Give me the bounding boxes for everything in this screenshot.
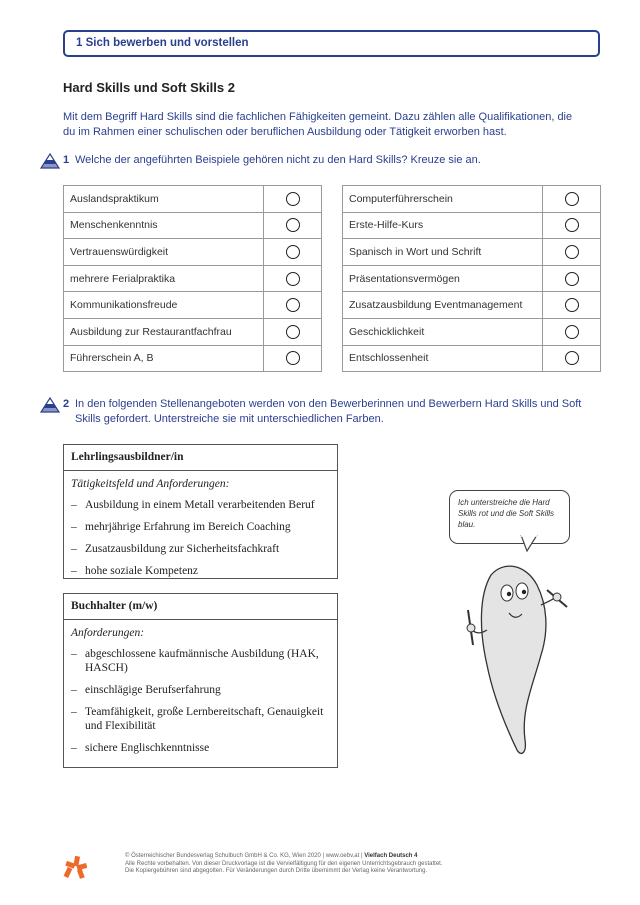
checklist-row (64, 265, 322, 292)
footer-copyright: © Österreichischer Bundesverlag Schulbuch GmbH & Co. KG, Wien 2020 | www.oebv.at | (125, 853, 363, 859)
checklist-row (64, 345, 322, 372)
checkbox-circle[interactable] (565, 192, 579, 206)
job-2-subtitle: Anforderungen: (71, 627, 145, 639)
publisher-logo-icon (63, 856, 87, 880)
job-1-subtitle: Tätigkeitsfeld und Anforderungen: (71, 478, 230, 490)
checklist-item-label: mehrere Ferialpraktika (64, 265, 264, 292)
checklist-item-label: Erste-Hilfe-Kurs (343, 212, 543, 239)
chapter-header (63, 30, 600, 57)
checklist-item-label: Geschicklichkeit (343, 318, 543, 345)
requirement-item: – Zusatzausbildung zur Sicherheitsfachkraft (71, 542, 330, 556)
checklist-row (343, 265, 601, 292)
checklist-row (64, 212, 322, 239)
requirement-item: – sichere Englischkenntnisse (71, 741, 330, 755)
checklist-item-label: Zusatzausbildung Eventmanagement (343, 292, 543, 319)
footer (125, 853, 545, 876)
checkbox-circle[interactable] (565, 298, 579, 312)
checklist-row (64, 318, 322, 345)
requirement-item: – hohe soziale Kompetenz (71, 564, 330, 578)
checklist-row (343, 345, 601, 372)
checklist-item-label: Entschlossenheit (343, 345, 543, 372)
checkbox-circle[interactable] (565, 325, 579, 339)
checkbox-circle[interactable] (286, 325, 300, 339)
checklist-item-label: Präsentationsvermögen (343, 265, 543, 292)
checklist-row (343, 212, 601, 239)
job-1-title: Lehrlingsausbildner/in (64, 445, 337, 471)
requirement-item: – Ausbildung in einem Metall verarbeitenden Beruf (71, 498, 330, 512)
ghost-illustration (449, 535, 579, 775)
intro-text: Mit dem Begriff Hard Skills sind die fachlichen Fähigkeiten gemeint. Dazu zählen alle Qualifikationen, die du im Rahmen einer schulischen oder beruflichen Ausbildung oder Tätigkeit erworben hast. (63, 111, 573, 138)
checklist-left (63, 185, 322, 372)
checklist-item-label: Kommunikationsfreude (64, 292, 264, 319)
checkbox-circle[interactable] (286, 192, 300, 206)
checklist-item-label: Menschenkenntnis (64, 212, 264, 239)
page-title: Hard Skills und Soft Skills 2 (63, 80, 235, 95)
checklist-row (343, 239, 601, 266)
requirement-item: – abgeschlossene kaufmännische Ausbildung (HAK, HASCH) (71, 647, 330, 675)
checklist-item-label: Ausbildung zur Restaurantfachfrau (64, 318, 264, 345)
checkbox-circle[interactable] (286, 272, 300, 286)
footer-book-title: Vielfach Deutsch 4 (364, 853, 418, 859)
task-2-text: In den folgenden Stellenangeboten werden von den Bewerberinnen und Bewerbern Hard Skills und Soft Skills gefordert. Unterstreiche sie mit unterschiedlichen Farben. (75, 398, 582, 425)
difficulty-icon (40, 153, 60, 169)
checklist-row (343, 186, 601, 213)
task-2-number: 2 (63, 398, 70, 410)
checkbox-circle[interactable] (286, 218, 300, 232)
footer-fees: Die Kopiergebühren sind abgegolten. Für Veränderungen durch Dritte übernimmt der Verlag keine Verantwortung. (125, 868, 428, 874)
requirement-item: – mehrjährige Erfahrung im Bereich Coaching (71, 520, 330, 534)
task-1-text: Welche der angeführten Beispiele gehören nicht zu den Hard Skills? Kreuze sie an. (75, 154, 481, 166)
speech-bubble-text: Ich unterstreiche die Hard Skills rot und die Soft Skills blau. (458, 498, 555, 529)
difficulty-icon (40, 397, 60, 413)
checklist-row (64, 186, 322, 213)
requirement-item: – einschlägige Berufserfahrung (71, 683, 330, 697)
checkbox-circle[interactable] (286, 351, 300, 365)
checklist-row (343, 318, 601, 345)
footer-rights: Alle Rechte vorbehalten. Von dieser Druckvorlage ist die Vervielfältigung für den eigenen Unterrichtsgebrauch gestattet. (125, 860, 443, 867)
checkbox-circle[interactable] (286, 298, 300, 312)
checkbox-circle[interactable] (286, 245, 300, 259)
checklist-row (343, 292, 601, 319)
chapter-title: 1 Sich bewerben und vorstellen (76, 37, 249, 49)
checklist-item-label: Auslandspraktikum (64, 186, 264, 213)
checkbox-circle[interactable] (565, 272, 579, 286)
checklist-item-label: Computerführerschein (343, 186, 543, 213)
checklist-item-label: Spanisch in Wort und Schrift (343, 239, 543, 266)
requirement-item: – Teamfähigkeit, große Lernbereitschaft, Genauigkeit und Flexibilität (71, 705, 330, 733)
checklist-item-label: Vertrauenswürdigkeit (64, 239, 264, 266)
checkbox-circle[interactable] (565, 351, 579, 365)
checkbox-circle[interactable] (565, 245, 579, 259)
task-1-number: 1 (63, 154, 70, 166)
checkbox-circle[interactable] (565, 218, 579, 232)
job-ad-apprentice-trainer (63, 444, 338, 579)
checklist-item-label: Führerschein A, B (64, 345, 264, 372)
checklist-row (64, 292, 322, 319)
job-ad-accountant (63, 593, 338, 768)
checklist-row (64, 239, 322, 266)
job-2-title: Buchhalter (m/w) (64, 594, 337, 620)
checklist-right (342, 185, 601, 372)
